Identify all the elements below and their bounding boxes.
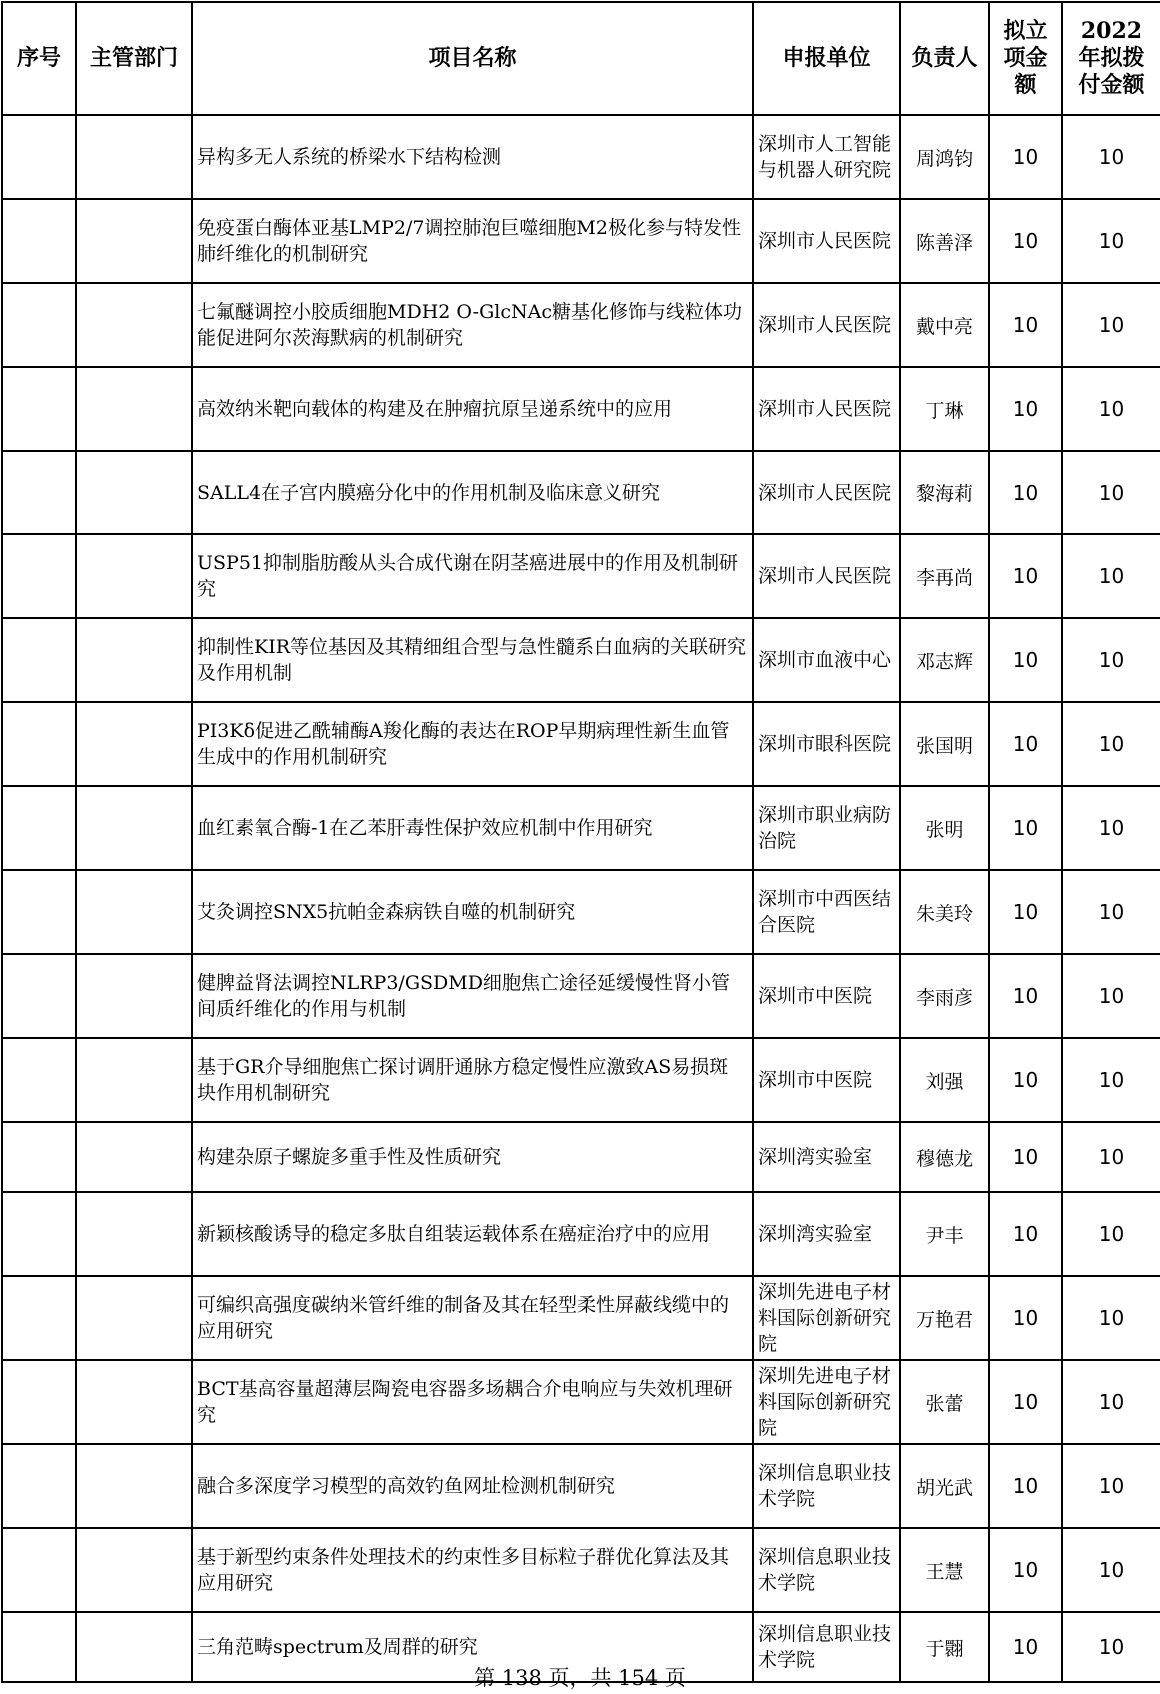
cell-seq bbox=[2, 786, 76, 870]
cell-leader: 丁琳 bbox=[900, 367, 989, 451]
cell-leader: 尹丰 bbox=[900, 1192, 989, 1276]
cell-department bbox=[76, 870, 192, 954]
cell-leader: 刘强 bbox=[900, 1038, 989, 1122]
cell-leader: 朱美玲 bbox=[900, 870, 989, 954]
cell-department bbox=[76, 534, 192, 618]
cell-project-name: 可编织高强度碳纳米管纤维的制备及其在轻型柔性屏蔽线缆中的应用研究 bbox=[192, 1276, 753, 1360]
cell-department bbox=[76, 1192, 192, 1276]
cell-department bbox=[76, 702, 192, 786]
cell-leader: 万艳君 bbox=[900, 1276, 989, 1360]
cell-unit: 深圳市中医院 bbox=[753, 1038, 900, 1122]
cell-project-name: 基于GR介导细胞焦亡探讨调肝通脉方稳定慢性应激致AS易损斑块作用机制研究 bbox=[192, 1038, 753, 1122]
cell-seq bbox=[2, 1276, 76, 1360]
table-row bbox=[2, 1444, 1160, 1528]
cell-approved-amount: 10 bbox=[989, 870, 1062, 954]
table-row bbox=[2, 115, 1160, 199]
cell-planned-2022: 10 bbox=[1062, 1192, 1160, 1276]
cell-planned-2022: 10 bbox=[1062, 1360, 1160, 1444]
header-department: 主管部门 bbox=[76, 2, 192, 115]
cell-unit: 深圳信息职业技术学院 bbox=[753, 1444, 900, 1528]
table-row bbox=[2, 786, 1160, 870]
cell-project-name: 构建杂原子螺旋多重手性及性质研究 bbox=[192, 1122, 753, 1192]
table-row bbox=[2, 1038, 1160, 1122]
cell-planned-2022: 10 bbox=[1062, 954, 1160, 1038]
table-row bbox=[2, 954, 1160, 1038]
cell-planned-2022: 10 bbox=[1062, 618, 1160, 702]
table-row bbox=[2, 283, 1160, 367]
cell-approved-amount: 10 bbox=[989, 451, 1062, 534]
cell-leader: 邓志辉 bbox=[900, 618, 989, 702]
page-footer: 第 138 页，共 154 页 bbox=[474, 1666, 686, 1690]
table-row bbox=[2, 1528, 1160, 1612]
cell-unit: 深圳市人工智能与机器人研究院 bbox=[753, 115, 900, 199]
cell-leader: 穆德龙 bbox=[900, 1122, 989, 1192]
cell-project-name: 健脾益肾法调控NLRP3/GSDMD细胞焦亡途径延缓慢性肾小管间质纤维化的作用与机制 bbox=[192, 954, 753, 1038]
cell-department bbox=[76, 1444, 192, 1528]
cell-seq bbox=[2, 1360, 76, 1444]
cell-unit: 深圳市中医院 bbox=[753, 954, 900, 1038]
cell-planned-2022: 10 bbox=[1062, 199, 1160, 283]
cell-department bbox=[76, 115, 192, 199]
cell-seq bbox=[2, 1038, 76, 1122]
cell-project-name: 基于新型约束条件处理技术的约束性多目标粒子群优化算法及其应用研究 bbox=[192, 1528, 753, 1612]
cell-planned-2022: 10 bbox=[1062, 1038, 1160, 1122]
cell-unit: 深圳市人民医院 bbox=[753, 283, 900, 367]
header-row bbox=[2, 2, 1160, 115]
table-row bbox=[2, 199, 1160, 283]
cell-unit: 深圳湾实验室 bbox=[753, 1122, 900, 1192]
cell-leader: 于翾 bbox=[900, 1612, 989, 1682]
cell-project-name: 抑制性KIR等位基因及其精细组合型与急性髓系白血病的关联研究及作用机制 bbox=[192, 618, 753, 702]
cell-project-name: BCT基高容量超薄层陶瓷电容器多场耦合介电响应与失效机理研究 bbox=[192, 1360, 753, 1444]
cell-planned-2022: 10 bbox=[1062, 1444, 1160, 1528]
cell-approved-amount: 10 bbox=[989, 534, 1062, 618]
cell-department bbox=[76, 786, 192, 870]
table-row bbox=[2, 451, 1160, 534]
cell-leader: 黎海莉 bbox=[900, 451, 989, 534]
cell-project-name: 血红素氧合酶-1在乙苯肝毒性保护效应机制中作用研究 bbox=[192, 786, 753, 870]
cell-project-name: 七氟醚调控小胶质细胞MDH2 O-GlcNAc糖基化修饰与线粒体功能促进阿尔茨海默病的机制研究 bbox=[192, 283, 753, 367]
header-seq: 序号 bbox=[2, 2, 76, 115]
cell-unit: 深圳市眼科医院 bbox=[753, 702, 900, 786]
cell-approved-amount: 10 bbox=[989, 1360, 1062, 1444]
cell-unit: 深圳市人民医院 bbox=[753, 367, 900, 451]
cell-approved-amount: 10 bbox=[989, 954, 1062, 1038]
cell-seq bbox=[2, 954, 76, 1038]
cell-leader: 陈善泽 bbox=[900, 199, 989, 283]
table-row bbox=[2, 1122, 1160, 1192]
cell-department bbox=[76, 618, 192, 702]
cell-unit: 深圳先进电子材料国际创新研究院 bbox=[753, 1360, 900, 1444]
cell-project-name: 异构多无人系统的桥梁水下结构检测 bbox=[192, 115, 753, 199]
cell-planned-2022: 10 bbox=[1062, 1612, 1160, 1682]
cell-unit: 深圳市人民医院 bbox=[753, 199, 900, 283]
cell-planned-2022: 10 bbox=[1062, 1528, 1160, 1612]
cell-project-name: PI3Kδ促进乙酰辅酶A羧化酶的表达在ROP早期病理性新生血管生成中的作用机制研究 bbox=[192, 702, 753, 786]
cell-planned-2022: 10 bbox=[1062, 115, 1160, 199]
cell-seq bbox=[2, 534, 76, 618]
cell-unit: 深圳信息职业技术学院 bbox=[753, 1612, 900, 1682]
cell-unit: 深圳信息职业技术学院 bbox=[753, 1528, 900, 1612]
cell-approved-amount: 10 bbox=[989, 1528, 1062, 1612]
cell-unit: 深圳市人民医院 bbox=[753, 534, 900, 618]
cell-department bbox=[76, 1276, 192, 1360]
cell-approved-amount: 10 bbox=[989, 199, 1062, 283]
cell-department bbox=[76, 199, 192, 283]
cell-department bbox=[76, 1122, 192, 1192]
cell-approved-amount: 10 bbox=[989, 1038, 1062, 1122]
cell-approved-amount: 10 bbox=[989, 702, 1062, 786]
cell-seq bbox=[2, 283, 76, 367]
cell-planned-2022: 10 bbox=[1062, 1122, 1160, 1192]
cell-project-name: 融合多深度学习模型的高效钓鱼网址检测机制研究 bbox=[192, 1444, 753, 1528]
table-row bbox=[2, 870, 1160, 954]
header-unit: 申报单位 bbox=[753, 2, 900, 115]
cell-approved-amount: 10 bbox=[989, 115, 1062, 199]
cell-department bbox=[76, 367, 192, 451]
cell-department bbox=[76, 283, 192, 367]
cell-unit: 深圳湾实验室 bbox=[753, 1192, 900, 1276]
table-row bbox=[2, 534, 1160, 618]
cell-seq bbox=[2, 115, 76, 199]
cell-approved-amount: 10 bbox=[989, 618, 1062, 702]
cell-approved-amount: 10 bbox=[989, 1192, 1062, 1276]
cell-unit: 深圳市职业病防治院 bbox=[753, 786, 900, 870]
cell-project-name: 高效纳米靶向载体的构建及在肿瘤抗原呈递系统中的应用 bbox=[192, 367, 753, 451]
cell-approved-amount: 10 bbox=[989, 1276, 1062, 1360]
cell-approved-amount: 10 bbox=[989, 1444, 1062, 1528]
table-row bbox=[2, 618, 1160, 702]
cell-approved-amount: 10 bbox=[989, 1612, 1062, 1682]
cell-approved-amount: 10 bbox=[989, 283, 1062, 367]
cell-planned-2022: 10 bbox=[1062, 534, 1160, 618]
cell-planned-2022: 10 bbox=[1062, 283, 1160, 367]
table-row bbox=[2, 367, 1160, 451]
cell-seq bbox=[2, 702, 76, 786]
cell-leader: 张蕾 bbox=[900, 1360, 989, 1444]
cell-seq bbox=[2, 367, 76, 451]
cell-planned-2022: 10 bbox=[1062, 786, 1160, 870]
cell-approved-amount: 10 bbox=[989, 367, 1062, 451]
cell-project-name: SALL4在子宫内膜癌分化中的作用机制及临床意义研究 bbox=[192, 451, 753, 534]
cell-seq bbox=[2, 870, 76, 954]
cell-department bbox=[76, 1038, 192, 1122]
cell-department bbox=[76, 1360, 192, 1444]
cell-unit: 深圳市人民医院 bbox=[753, 451, 900, 534]
cell-planned-2022: 10 bbox=[1062, 451, 1160, 534]
cell-leader: 李再尚 bbox=[900, 534, 989, 618]
cell-seq bbox=[2, 451, 76, 534]
cell-department bbox=[76, 1528, 192, 1612]
cell-seq bbox=[2, 618, 76, 702]
cell-seq bbox=[2, 199, 76, 283]
cell-project-name: 艾灸调控SNX5抗帕金森病铁自噬的机制研究 bbox=[192, 870, 753, 954]
cell-seq bbox=[2, 1444, 76, 1528]
cell-seq bbox=[2, 1122, 76, 1192]
table-row bbox=[2, 1360, 1160, 1444]
cell-seq bbox=[2, 1192, 76, 1276]
cell-planned-2022: 10 bbox=[1062, 870, 1160, 954]
cell-approved-amount: 10 bbox=[989, 786, 1062, 870]
cell-project-name: 新颖核酸诱导的稳定多肽自组装运载体系在癌症治疗中的应用 bbox=[192, 1192, 753, 1276]
cell-leader: 张国明 bbox=[900, 702, 989, 786]
cell-leader: 周鸿钧 bbox=[900, 115, 989, 199]
header-leader: 负责人 bbox=[900, 2, 989, 115]
cell-department bbox=[76, 451, 192, 534]
table-row bbox=[2, 702, 1160, 786]
cell-planned-2022: 10 bbox=[1062, 1276, 1160, 1360]
cell-project-name: USP51抑制脂肪酸从头合成代谢在阴茎癌进展中的作用及机制研究 bbox=[192, 534, 753, 618]
cell-leader: 胡光武 bbox=[900, 1444, 989, 1528]
cell-leader: 李雨彦 bbox=[900, 954, 989, 1038]
cell-unit: 深圳市中西医结合医院 bbox=[753, 870, 900, 954]
cell-department bbox=[76, 954, 192, 1038]
cell-unit: 深圳市血液中心 bbox=[753, 618, 900, 702]
cell-project-name: 免疫蛋白酶体亚基LMP2/7调控肺泡巨噬细胞M2极化参与特发性肺纤维化的机制研究 bbox=[192, 199, 753, 283]
funding-table bbox=[1, 1, 1160, 1683]
cell-unit: 深圳先进电子材料国际创新研究院 bbox=[753, 1276, 900, 1360]
header-planned-2022: 2022年拟拨付金额 bbox=[1062, 2, 1160, 115]
header-project-name: 项目名称 bbox=[192, 2, 753, 115]
cell-seq bbox=[2, 1528, 76, 1612]
cell-leader: 王慧 bbox=[900, 1528, 989, 1612]
cell-planned-2022: 10 bbox=[1062, 702, 1160, 786]
cell-project-name: 三角范畴spectrum及周群的研究 bbox=[192, 1612, 753, 1682]
table-row bbox=[2, 1276, 1160, 1360]
table-row bbox=[2, 1192, 1160, 1276]
cell-leader: 张明 bbox=[900, 786, 989, 870]
header-approved-amount: 拟立项金额 bbox=[989, 2, 1062, 115]
cell-planned-2022: 10 bbox=[1062, 367, 1160, 451]
cell-approved-amount: 10 bbox=[989, 1122, 1062, 1192]
cell-leader: 戴中亮 bbox=[900, 283, 989, 367]
